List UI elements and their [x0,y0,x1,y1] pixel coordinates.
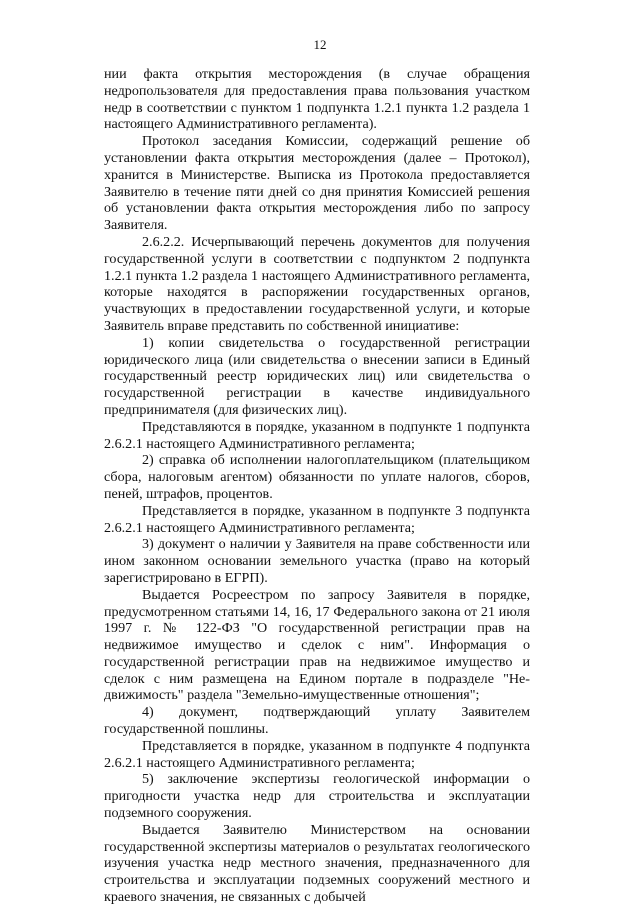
paragraph-note-2: Представляется в порядке, указанном в подпункте 3 подпункта 2.6.2.1 настоящего Административного регламента; [104,502,530,536]
document-body [104,66,530,906]
paragraph-note-5: Выдается Заявителю Министерством на основании государственной экспертизы материалов о результатах геологического изучения участка недр местного значения, предназначенного для строительства и эксплуатации подземных сооружений местного и краевого значения, не связанных с добычей [104,821,530,906]
paragraph-continuation: нии факта открытия месторождения (в случае обращения недропользователя для предоставления права пользования участком недр в соответствии с пунктом 1 подпункта 1.2.1 пункта 1.2 раздела 1 настоящего Административного регламента). [104,66,530,133]
list-item-4: 4) документ, подтверждающий уплату Заявителем государственной пошлины. [104,704,530,738]
list-item-5: 5) заключение экспертизы геологической информации о пригодности участка недр для строительства и эксплуатации подземного сооружения. [104,771,530,822]
page-number: 12 [313,37,327,52]
list-item-3: 3) документ о наличии у Заявителя на праве собственности или ином законном основании земельного участка (право на который зарегистрировано в ЕГРП). [104,536,530,586]
list-item-2: 2) справка об исполнении налогоплательщиком (плательщиком сбора, налоговым агентом) обязанности по уплате налогов, сборов, пеней, штрафов, процентов. [104,452,530,502]
paragraph-note-4: Представляется в порядке, указанном в подпункте 4 подпункта 2.6.2.1 настоящего Административного регламента; [104,737,530,771]
paragraph-note-3: Выдается Росреестром по запросу Заявителя в порядке, предусмотренном статьями 14, 16, 17 Федерального закона от 21 июля 1997 г. № 122-ФЗ "О государственной регистрации прав на недвижимое имущество и сделок с ним". Информация о государственной регистрации прав на недвижимое имущество и сделок с ним размещена на Едином портале в подразделе "Недвижимость" раздела "Земельно-имущественные отношения"; [104,586,530,704]
paragraph-protocol: Протокол заседания Комиссии, содержащий решение об установлении факта открытия месторождения (далее – Протокол), хранится в Министерстве. Выписка из Протокола предоставляется Заявителю в течение пяти дней со дня принятия Комиссией решения об установлении факта открытия месторождения либо по запросу Заявителя. [104,133,530,234]
paragraph-note-1: Представляются в порядке, указанном в подпункте 1 подпункта 2.6.2.1 настоящего Административного регламента; [104,418,530,452]
paragraph-section-2-6-2-2: 2.6.2.2. Исчерпывающий перечень документов для получения государственной услуги в соответствии с подпунктом 2 подпункта 1.2.1 пункта 1.2 раздела 1 настоящего Административного регламента, которые находятся в распоряжении государственных органов, участвующих в предоставлении государственной услуги, и которые Заявитель вправе представить по собственной инициативе: [104,233,530,334]
list-item-1: 1) копии свидетельства о государственной регистрации юридического лица (или свидетельства о внесении записи в Единый государственный реестр юридических лиц) или свидетельства о государственной регистрации в качестве индивидуального предпринимателя (для физических лиц). [104,334,530,418]
